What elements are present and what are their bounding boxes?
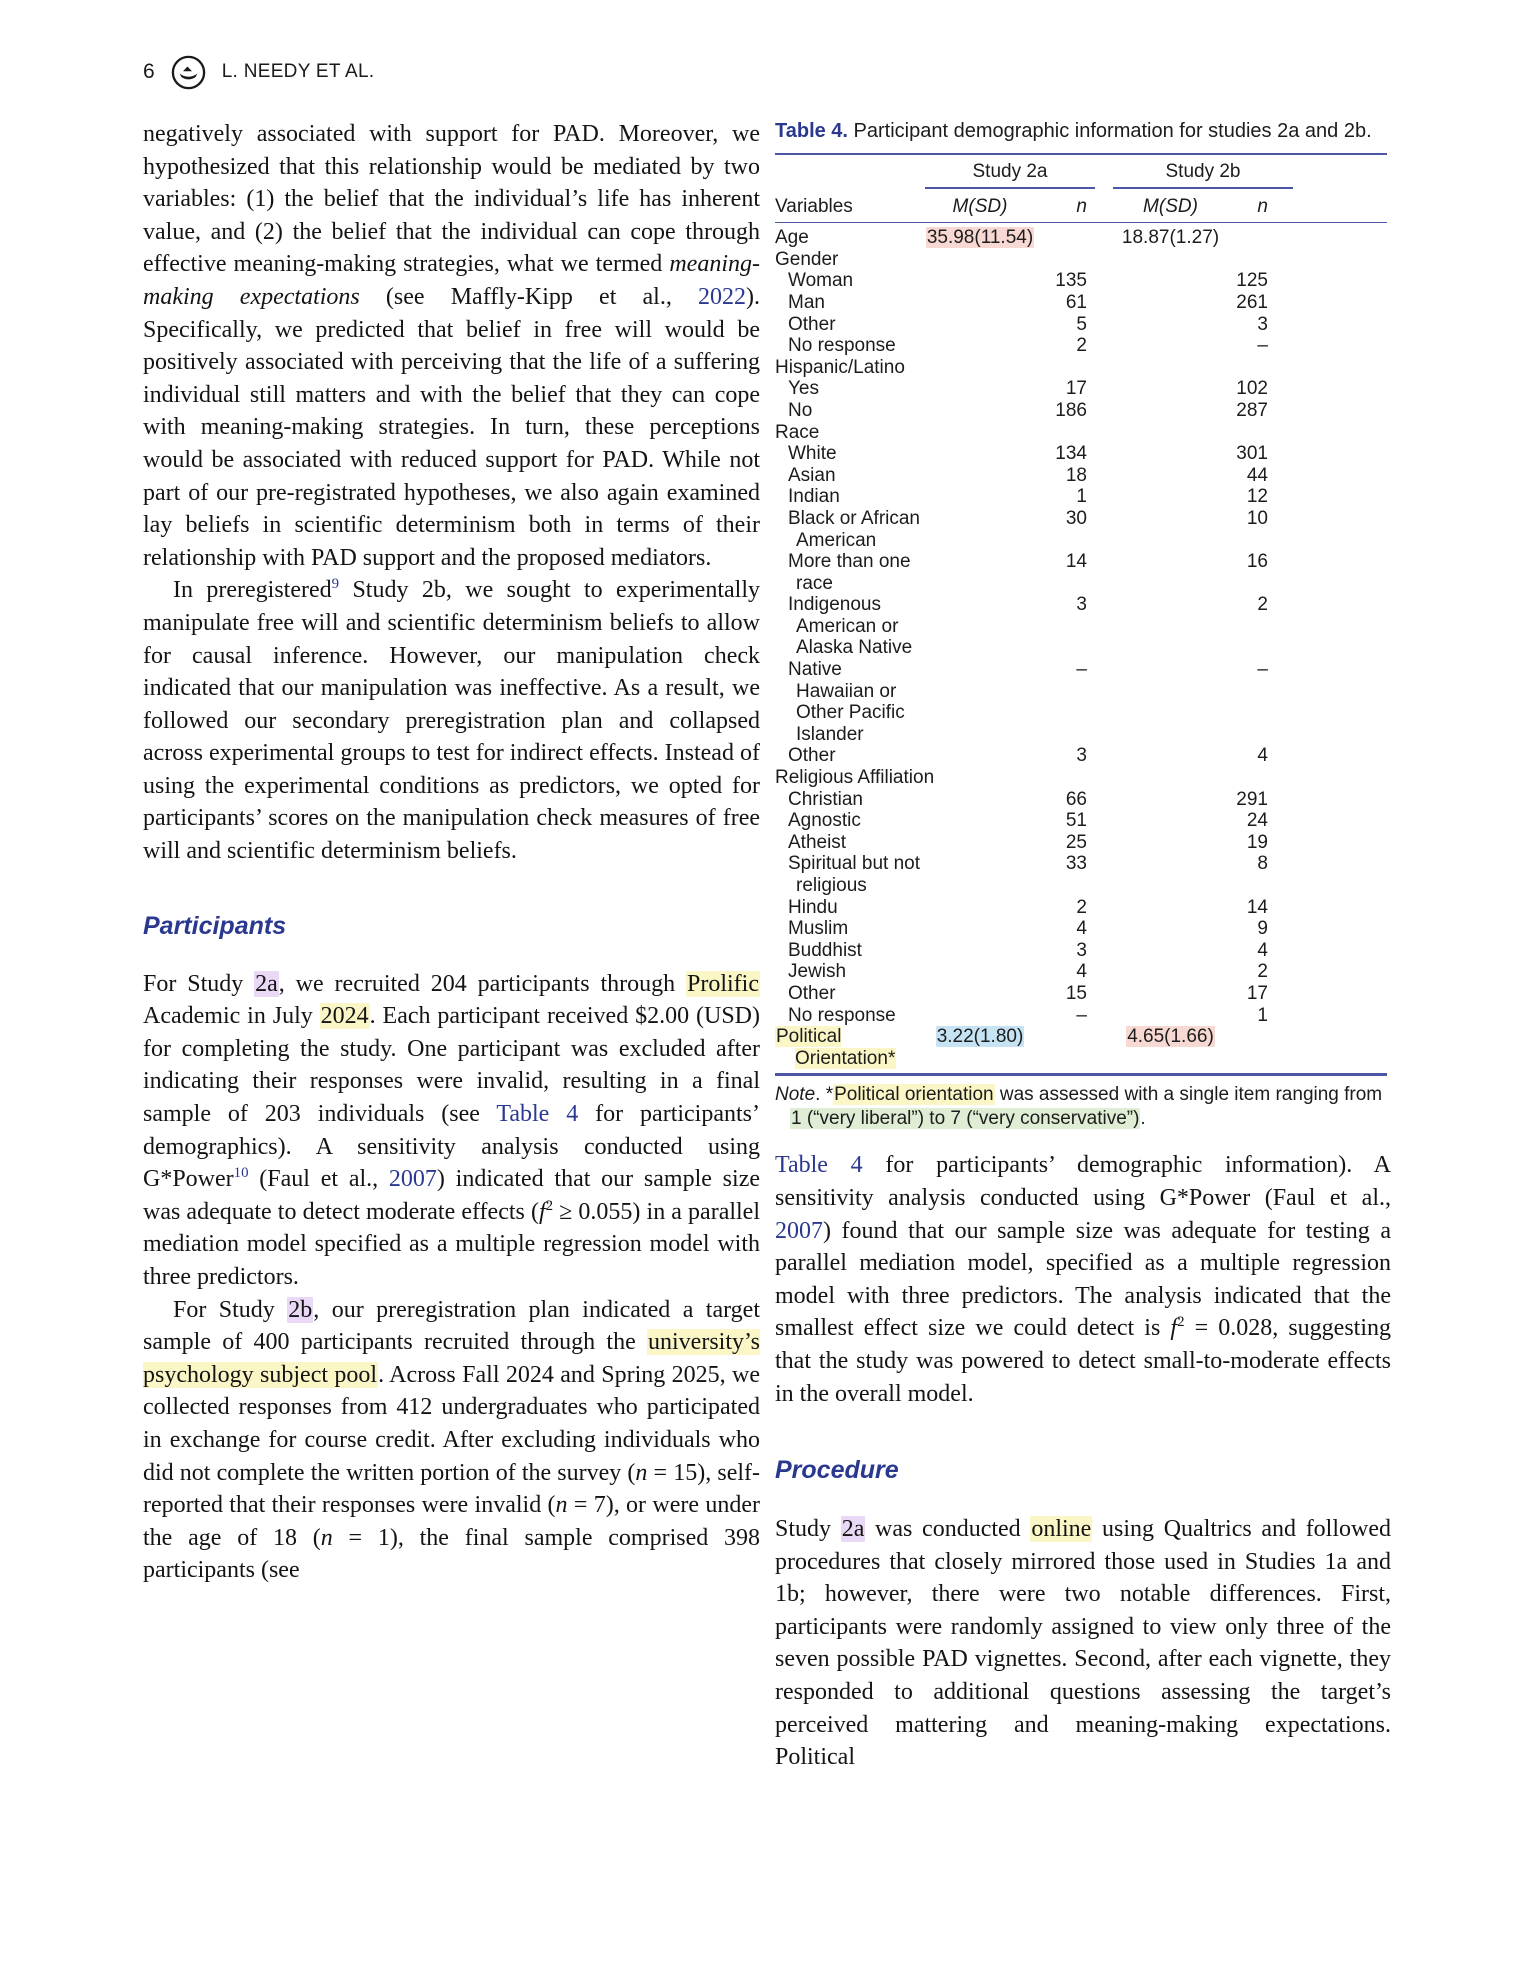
table-cell: [925, 465, 1035, 487]
table-cell: [1113, 745, 1228, 767]
table-cell: [1095, 443, 1113, 465]
table-row: [775, 918, 1387, 940]
table-cell: [1113, 465, 1228, 487]
table-cell: [1095, 1005, 1113, 1027]
table-cell: [1113, 249, 1228, 271]
table-row: [775, 227, 1387, 249]
row-label: Hindu: [788, 896, 838, 918]
table-cell: [1113, 961, 1228, 983]
table-cell: [925, 422, 1035, 444]
table-cell: 19: [1246, 831, 1268, 853]
table-cell: [1095, 897, 1113, 919]
row-label: Religious Affiliation: [775, 767, 935, 789]
table-row: [775, 335, 1387, 357]
table-row: [775, 832, 1387, 854]
table-header-row: [775, 192, 1387, 220]
table-row: [775, 551, 1387, 594]
table-row: [775, 594, 1387, 659]
table-spanner-row: [775, 159, 1387, 192]
table-cell: 12: [1246, 486, 1268, 508]
table-cell: [1095, 745, 1113, 767]
table-cell: [925, 335, 1035, 357]
table-cell: [925, 314, 1035, 336]
highlight: university’s psychology subject pool: [143, 1329, 760, 1388]
text-run: For Study: [173, 1296, 288, 1323]
table-row: [775, 767, 1387, 789]
table-cell: 301: [1236, 443, 1268, 465]
header-variables: Variables: [775, 195, 853, 217]
row-label: Asian: [788, 464, 836, 486]
row-label: Woman: [788, 270, 854, 292]
table-row: [775, 745, 1387, 767]
table-row: [775, 961, 1387, 983]
highlight: 3.22(1.80): [936, 1026, 1024, 1048]
table-cell: [1095, 659, 1113, 745]
text-run: For Study: [143, 970, 255, 997]
table-cell: 135: [1055, 270, 1087, 292]
table-cell: 16: [1246, 551, 1268, 573]
table-cell: 3: [1076, 745, 1087, 767]
row-label: Yes: [788, 378, 819, 400]
text-run: . Each participant received $2.00 (USD) for completing the study. One participant was excluded after indicating their responses were invalid, resulting in a final sample of 203 individuals (see: [143, 1003, 760, 1128]
table-cell: 61: [1065, 291, 1087, 313]
table-cell: [925, 832, 1035, 854]
table-cell: 33: [1065, 853, 1087, 875]
table-cell: 4: [1257, 939, 1268, 961]
table-cell: 134: [1055, 443, 1087, 465]
table-cell: [1113, 486, 1228, 508]
paragraph-procedure: [775, 1513, 1391, 1774]
table-cell: 9: [1257, 918, 1268, 940]
table-cell: [925, 551, 1035, 594]
row-label: Age: [775, 227, 809, 249]
table-cell: 10: [1246, 507, 1268, 529]
table-cell: 51: [1065, 810, 1087, 832]
table-cell: [1095, 227, 1113, 249]
text-run: , our preregistration plan indicated a target sample of 400 participants recruited through the: [143, 1296, 760, 1356]
table-cell: [925, 486, 1035, 508]
table-cell: 2: [1076, 335, 1087, 357]
table-cell: [1113, 357, 1228, 379]
header-n-2b: n: [1257, 195, 1268, 217]
page-number: 6: [143, 60, 155, 83]
paragraph-intro: [143, 118, 760, 574]
table-cell: 2: [1257, 961, 1268, 983]
citation-link[interactable]: Table 4: [775, 1152, 863, 1179]
table-cell: [1095, 270, 1113, 292]
highlight: 4.65(1.66): [1127, 1026, 1214, 1048]
table-row: [775, 378, 1387, 400]
table-row: [775, 292, 1387, 314]
text-run: f: [1170, 1315, 1178, 1342]
table-cell: 4: [1076, 918, 1087, 940]
left-column: [143, 118, 760, 1587]
table-cell: [1095, 249, 1113, 271]
text-run: . *: [815, 1084, 834, 1106]
row-label: Agnostic: [788, 810, 861, 832]
table-cell: [1095, 767, 1113, 789]
table-cell: [1113, 659, 1228, 745]
highlight: 2024: [320, 1003, 369, 1030]
highlight: Prolific: [687, 970, 759, 997]
row-label: Other: [788, 982, 836, 1004]
table-cell: 3: [1257, 313, 1268, 335]
section-heading-participants: Participants: [143, 911, 287, 940]
table-caption: [775, 118, 1391, 144]
table-cell: 18: [1065, 464, 1087, 486]
table-cell: [925, 594, 1035, 659]
table-cell: [925, 357, 1035, 379]
row-label: Black or African American: [788, 507, 920, 551]
text-run: meaning-making expectations: [143, 251, 760, 310]
table-cell: 186: [1055, 399, 1087, 421]
table-cell: [1113, 508, 1228, 551]
text-run: n: [320, 1524, 333, 1551]
table-cell: [1228, 767, 1293, 789]
table-cell: [925, 897, 1035, 919]
table-cell: [1113, 422, 1228, 444]
paragraph-sensitivity: [775, 1149, 1391, 1410]
header-n-2a: n: [1076, 195, 1087, 217]
table-cell: 14: [1065, 551, 1087, 573]
row-label: Indigenous American or Alaska Native: [788, 594, 913, 659]
table-cell: [925, 1026, 1035, 1069]
text-run: n: [635, 1459, 648, 1486]
row-label: Spiritual but not religious: [788, 853, 921, 896]
table-cell: [1228, 357, 1293, 379]
table-cell: [1113, 940, 1228, 962]
table-cell: –: [1257, 335, 1268, 357]
table-row: [775, 443, 1387, 465]
table-row: [775, 486, 1387, 508]
demographics-table: [775, 153, 1387, 1076]
table-cell: 15: [1065, 982, 1087, 1004]
row-label: Muslim: [788, 918, 849, 940]
publisher-logo-icon: [170, 54, 207, 91]
highlight: 35.98(11.54): [926, 227, 1034, 249]
table-row: [775, 357, 1387, 379]
text-run: ) indicated that our sample size was adequate to detect moderate effects (: [143, 1166, 760, 1225]
table-cell: [1113, 897, 1228, 919]
table-cell: [925, 789, 1035, 811]
table-cell: [925, 810, 1035, 832]
spanner-study-2a: Study 2a: [925, 161, 1095, 189]
highlight: 2b: [288, 1296, 313, 1323]
table-cell: [1228, 422, 1293, 444]
table-cell: 5: [1076, 313, 1087, 335]
table-cell: 1: [1076, 486, 1087, 508]
table-row: [775, 249, 1387, 271]
table-row: [775, 789, 1387, 811]
row-label: Jewish: [788, 961, 847, 983]
row-label: Indian: [788, 486, 840, 508]
footnote-ref-link[interactable]: 10: [233, 1165, 249, 1182]
text-run: (see Maffly-Kipp et al.,: [359, 283, 699, 310]
table-cell: [925, 400, 1035, 422]
table-cell: [1095, 357, 1113, 379]
highlight: 2a: [841, 1516, 865, 1543]
running-head: L. NEEDY ET AL.: [221, 61, 375, 82]
table-cell: [1113, 443, 1228, 465]
table-cell: [1095, 961, 1113, 983]
paragraph-participants-2a: [143, 968, 760, 1294]
table-row: [775, 1026, 1387, 1069]
table-row: [775, 422, 1387, 444]
text-run: = 7), or were under the age of 18 (: [143, 1492, 760, 1551]
table-cell: [925, 853, 1035, 896]
table-cell: [1113, 378, 1228, 400]
table-cell: [1113, 594, 1228, 659]
superscript: 2: [1177, 1314, 1185, 1331]
table-cell: [1095, 853, 1113, 896]
page-header: [143, 52, 374, 92]
table-cell: 287: [1236, 399, 1268, 421]
table-cell: 2: [1257, 594, 1268, 616]
table-cell: [1113, 551, 1228, 594]
table-cell: [1113, 789, 1228, 811]
text-run: using Qualtrics and followed procedures that closely mirrored those used in Studies 1a and 1b; however, there were two notable differences. First, participants were randomly assigned to view only three of the seven possible PAD vignettes. Second, after each vignette, they responded to additional questions assessing the target’s perceived mattering and meaning-making expectations. Political: [775, 1516, 1391, 1771]
table-cell: [925, 940, 1035, 962]
table-cell: [1035, 249, 1095, 271]
highlight: online: [1031, 1516, 1092, 1543]
highlight: Political Orientation*: [776, 1026, 896, 1069]
table-cell: –: [1257, 659, 1268, 681]
table-cell: [1095, 1026, 1113, 1069]
paragraph-study2b-intro: [143, 574, 760, 867]
table-cell: [1095, 940, 1113, 962]
citation-link[interactable]: 2007: [388, 1166, 437, 1193]
table-caption-text: Participant demographic information for studies 2a and 2b.: [848, 120, 1372, 142]
table-note: [775, 1083, 1391, 1130]
table-cell: [925, 227, 1035, 249]
row-label: More than one race: [788, 551, 911, 594]
highlight: 1 (“very liberal”) to 7 (“very conservative”): [791, 1107, 1140, 1129]
row-label: Gender: [775, 248, 839, 270]
table-row: [775, 508, 1387, 551]
table-cell: [925, 508, 1035, 551]
table-cell: [1113, 1026, 1228, 1069]
row-label: Race: [775, 421, 820, 443]
table-cell: –: [1076, 1004, 1087, 1026]
table-cell: 14: [1246, 896, 1268, 918]
table-cell: [1113, 853, 1228, 896]
table-cell: 8: [1257, 853, 1268, 875]
row-label: No: [788, 399, 813, 421]
table-cell: [1035, 767, 1095, 789]
demographics-table-body: [775, 227, 1387, 1069]
text-run: negatively associated with support for PAD. Moreover, we hypothesized that this relationship would be mediated by two variables: (1) the belief that the individual’s life has inherent value, and (2) the belief that the individual can cope through effective meaning-making strategies, what we termed: [143, 121, 760, 278]
table-cell: [1113, 1005, 1228, 1027]
citation-link[interactable]: 2022: [698, 283, 747, 310]
table-cell: 102: [1236, 378, 1268, 400]
table-cell: [1095, 508, 1113, 551]
table-cell: [1035, 1026, 1095, 1069]
table-row: [775, 314, 1387, 336]
text-run: . Across Fall 2024 and Spring 2025, we collected responses from 412 undergraduates who participated in exchange for course credit. After excluding individuals who did not complete the written portion of the survey (: [143, 1361, 760, 1486]
table-row: [775, 1005, 1387, 1027]
table-cell: [1095, 918, 1113, 940]
table-cell: [925, 249, 1035, 271]
spanner-study-2b: Study 2b: [1113, 161, 1293, 189]
table-cell: [925, 767, 1035, 789]
table-cell: 4: [1257, 745, 1268, 767]
table-caption-label: Table 4.: [775, 120, 848, 142]
table-cell: [1095, 486, 1113, 508]
footnote-ref-link[interactable]: 9: [331, 576, 340, 593]
table-cell: [925, 443, 1035, 465]
table-cell: [925, 1005, 1035, 1027]
table-cell: [1228, 249, 1293, 271]
table-row: [775, 940, 1387, 962]
row-label: Man: [788, 291, 825, 313]
table-row: [775, 853, 1387, 896]
table-cell: [1113, 983, 1228, 1005]
text-run: (Faul et al.,: [248, 1166, 389, 1193]
text-run: = 0.028, suggesting that the study was powered to detect small-to-moderate effects in the overall model.: [775, 1315, 1391, 1407]
header-msd-2b: M(SD): [1143, 195, 1198, 217]
text-run: Study: [775, 1516, 841, 1543]
table-row: [775, 897, 1387, 919]
table-cell: [1095, 335, 1113, 357]
table-cell: 291: [1236, 788, 1268, 810]
table-cell: [1228, 227, 1293, 249]
table-cell: [925, 961, 1035, 983]
row-label: White: [788, 443, 837, 465]
text-run: n: [555, 1492, 568, 1519]
table-cell: 125: [1236, 270, 1268, 292]
table-cell: [925, 918, 1035, 940]
table-cell: [1095, 465, 1113, 487]
text-run: Study 2b, we sought to experimentally manipulate free will and scientific determinism beliefs to allow for causal inference. However, our manipulation check indicated that our manipulation was ineffective. As a result, we followed our secondary preregistration plan and collapsed across experimental groups to test for indirect effects. Instead of using the experimental conditions as predictors, we opted for participants’ scores on the manipulation check measures of free will and scientific determinism beliefs.: [143, 577, 760, 865]
row-label: Buddhist: [788, 939, 862, 961]
table-cell: [925, 270, 1035, 292]
table-cell: [1095, 400, 1113, 422]
table-cell: [1095, 832, 1113, 854]
table-cell: [925, 745, 1035, 767]
table-cell: [1113, 810, 1228, 832]
table-cell: [1095, 810, 1113, 832]
text-run: was assessed with a single item ranging from: [994, 1084, 1383, 1106]
table-cell: [1228, 1026, 1293, 1069]
table-cell: [1095, 422, 1113, 444]
table-cell: [1113, 918, 1228, 940]
table-row: [775, 810, 1387, 832]
text-run: In preregistered: [173, 577, 332, 604]
text-run: = 15), self-reported that their responses were invalid (: [143, 1459, 760, 1519]
table-cell: 3: [1076, 939, 1087, 961]
table-cell: [1035, 357, 1095, 379]
row-label: Other: [788, 745, 836, 767]
table-cell: [1113, 400, 1228, 422]
superscript: 2: [545, 1197, 554, 1214]
table-cell: [1113, 335, 1228, 357]
row-label: No response: [788, 335, 896, 357]
table-cell: [925, 292, 1035, 314]
table-cell: 3: [1076, 594, 1087, 616]
paragraph-participants-2b: [143, 1294, 760, 1587]
table-cell: –: [1076, 659, 1087, 681]
table-row: [775, 659, 1387, 745]
table-cell: [1035, 227, 1095, 249]
table-cell: 18.87(1.27): [1121, 227, 1220, 249]
table-cell: [1095, 594, 1113, 659]
table-cell: 17: [1065, 378, 1087, 400]
table-row: [775, 400, 1387, 422]
table-cell: [1113, 314, 1228, 336]
table-cell: 30: [1065, 507, 1087, 529]
table-cell: 44: [1246, 464, 1268, 486]
text-run: ). Specifically, we predicted that belief in free will would be positively associated with perceiving that the life of a suffering individual still matters and with the belief that they can cope with meaning-making strategies. In turn, these perceptions would be associated with reduced support for PAD. While not part of our pre-registrated hypotheses, we also again examined lay beliefs in scientific determinism both in terms of their relationship with PAD support and the proposed mediators.: [143, 283, 761, 571]
table-row: [775, 270, 1387, 292]
row-label: Native Hawaiian or Other Pacific Islander: [788, 659, 905, 745]
text-run: for participants’ demographics). A sensitivity analysis conducted using G*Power: [143, 1101, 760, 1193]
highlight: 2a: [255, 970, 278, 997]
table-cell: 66: [1065, 788, 1087, 810]
text-run: = 1), the final sample comprised 398 participants (see: [143, 1524, 761, 1584]
table-row: [775, 983, 1387, 1005]
citation-link[interactable]: 2007: [775, 1217, 823, 1244]
table-cell: 261: [1236, 291, 1268, 313]
table-cell: [1095, 292, 1113, 314]
table-cell: 24: [1246, 810, 1268, 832]
table-cell: [925, 378, 1035, 400]
text-run: for participants’ demographic information). A sensitivity analysis conducted using G*Power (Faul et al.,: [775, 1152, 1391, 1211]
row-label: Atheist: [788, 831, 847, 853]
row-label: Christian: [788, 788, 863, 810]
table-cell: [1113, 270, 1228, 292]
table-cell: 25: [1065, 831, 1087, 853]
table-cell: [1113, 767, 1228, 789]
text-run: was conducted: [865, 1516, 1031, 1543]
table-cell: [1095, 551, 1113, 594]
table-top-rule: [775, 153, 1387, 155]
header-msd-2a: M(SD): [952, 195, 1008, 217]
table-cell: [1095, 789, 1113, 811]
right-column: [775, 118, 1391, 1774]
text-run: ≥ 0.055) in a parallel mediation model specified as a multiple regression model with three predictors.: [143, 1198, 760, 1290]
table-cell: 4: [1076, 961, 1087, 983]
row-label: Hispanic/Latino: [775, 356, 905, 378]
table-cell: [1095, 983, 1113, 1005]
row-label: Other: [788, 313, 836, 335]
table-cell: [1095, 314, 1113, 336]
text-run: , we recruited 204 participants through: [278, 970, 686, 997]
table-cell: 2: [1076, 896, 1087, 918]
table-header-rule: [775, 222, 1387, 223]
table-bottom-rule: [775, 1073, 1387, 1076]
table-cell: 17: [1246, 982, 1268, 1004]
table-cell: [1095, 378, 1113, 400]
table-cell: [1113, 292, 1228, 314]
text-run: f: [538, 1198, 546, 1225]
table-cell: [925, 983, 1035, 1005]
table-row: [775, 465, 1387, 487]
text-run: Note: [775, 1084, 816, 1106]
text-run: ) found that our sample size was adequate for testing a parallel mediation model, specified as a multiple regression model with three predictors. The analysis indicated that the smallest effect size we could detect is: [775, 1217, 1391, 1342]
row-label: [775, 1026, 925, 1069]
highlight: Political orientation: [834, 1084, 994, 1106]
table-cell: [925, 659, 1035, 745]
table-cell: [1113, 832, 1228, 854]
citation-link[interactable]: Table 4: [496, 1101, 579, 1128]
section-heading-procedure: Procedure: [775, 1456, 899, 1485]
text-run: .: [1140, 1107, 1146, 1129]
table-cell: 1: [1257, 1004, 1268, 1026]
text-run: Academic in July: [143, 1003, 320, 1030]
table-cell: [1035, 422, 1095, 444]
row-label: No response: [788, 1004, 896, 1026]
